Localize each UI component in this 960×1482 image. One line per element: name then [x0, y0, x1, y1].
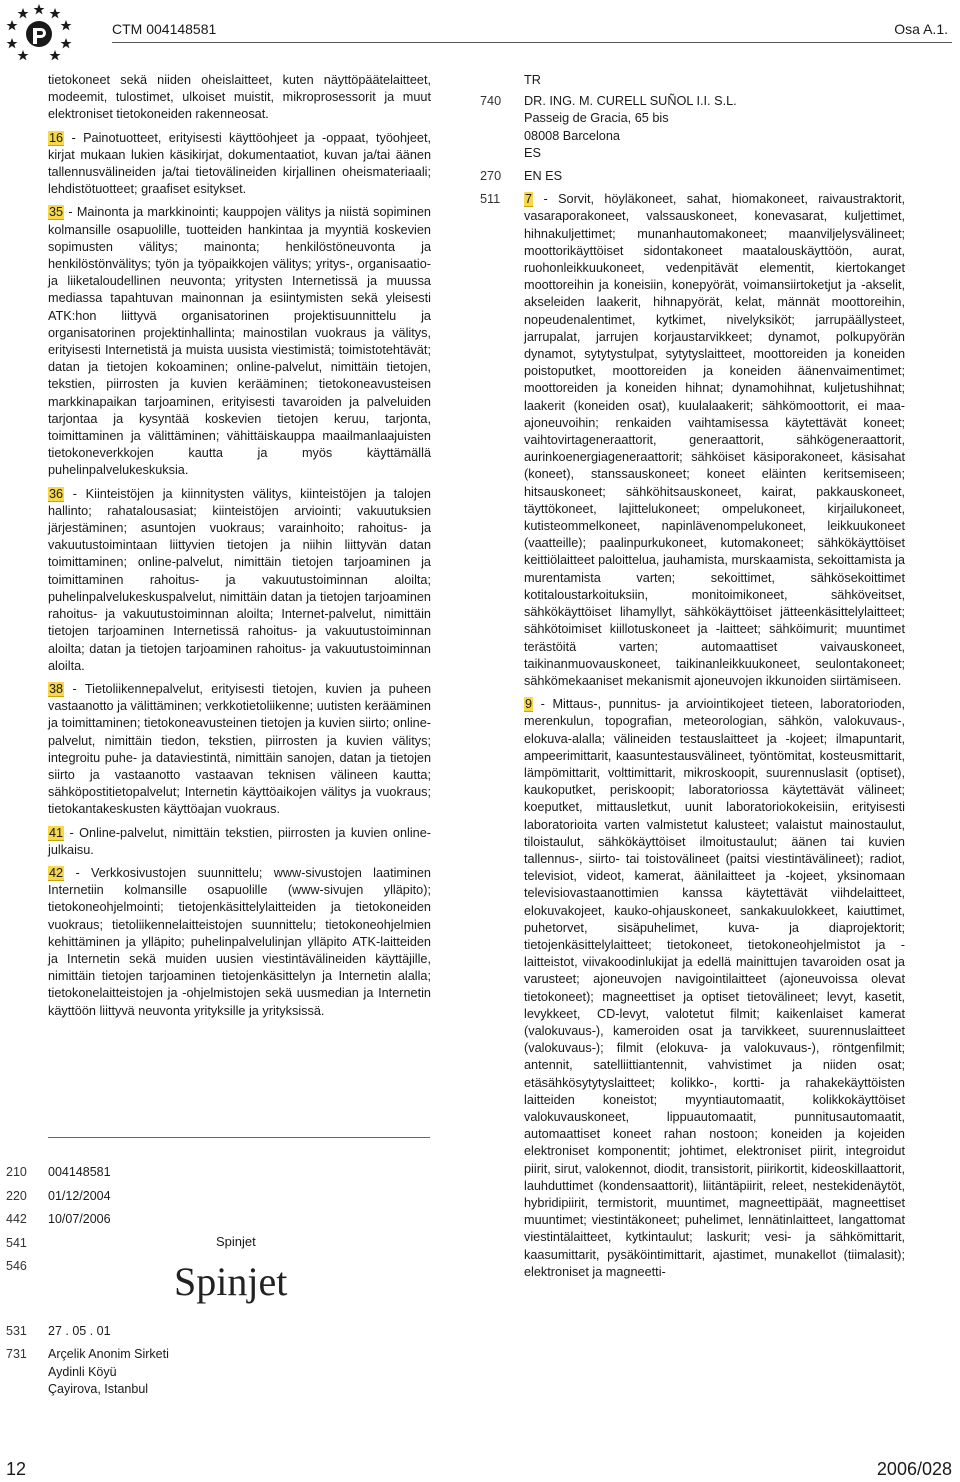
applicant-name: Arçelik Anonim Sirketi — [48, 1347, 169, 1361]
language-of-filing — [480, 72, 905, 89]
representative-address-line: Passeig de Gracia, 65 bis — [524, 111, 669, 126]
class-entry — [524, 191, 905, 690]
field-code: 731 — [6, 1347, 27, 1361]
second-languages-row — [480, 168, 905, 185]
class-description: - Kiinteistöjen ja kiinnitysten välitys, kiinteistöjen ja talojen hallinto; rahatalousasiat; kiinteistöjen arviointi; vakuutuksien järjestäminen; asuntojen vuokraus; varainhoito; rahoitus- ja vakuutustoimintaan liittyvien tietojen ja niihin liittyvän datan toimittaminen; online-palvelut, nimittäin tietojen tarjoaminen ja toimittaminen rahoitus- ja vakuutustoiminnan aloilta; puhelinpalvelukeskuspalvelut, nimittäin datan ja tietojen tarjoaminen rahoitus- ja vakuutustoiminnan aloilta; Internet-palvelut, nimittäin tietojen tarjoaminen Internetissä rahoitus- ja vakuutustoiminnan aloilta; datan ja tietojen tarjoaminen rahoitus- ja vakuutustoiminnan aloilta. — [48, 486, 431, 673]
representative-name: DR. ING. M. CURELL SUÑOL I.I. S.L. — [524, 94, 737, 109]
class-entry — [48, 486, 431, 675]
field-code: 546 — [6, 1259, 27, 1273]
representative-block — [480, 93, 905, 162]
class-number: 36 — [49, 486, 64, 501]
application-number: 004148581 — [48, 1165, 111, 1179]
bulletin-number: 2006/028 — [876, 1459, 952, 1479]
eu-emblem-logo — [4, 2, 74, 66]
meta-field-731 — [6, 1346, 169, 1396]
field-code: 270 — [480, 169, 502, 184]
class-entry — [48, 825, 431, 859]
right-details-column — [480, 72, 905, 1287]
word-mark-text: Spinjet — [216, 1234, 256, 1249]
representative-address-line: 08008 Barcelona — [524, 128, 620, 143]
field-code: 740 — [480, 94, 502, 109]
meta-field-210 — [6, 1164, 111, 1180]
class-description: - Mittaus-, punnitus- ja arviointikojeet tieteen, laboratorioden, merenkulun, topografian, meteorologian, sähkön, valokuvaus-, elokuva-alalla; välineiden testauslaitteet ja -kojeet; ilmapuntarit, ampeerimittarit, kaasuntestausvälineet, työntömitat, kosteusmittarit, lämpömittarit, volttimittarit, mikroskoopit, suurennuslasit (optiset), kaukoputket, periskoopit; laboratoriossa käytettävät välineet; koeputket, mittausletkut, uunit laboratoriokokeisiin, erityisesti laboratorioita varten valmistetut kalusteet; valaistut mainostaulut, tiloistaulut, sähkökäyttöiset ilmoitustaulut; äänen tai kuvien tallennus-, siirto- tai toistovälineet (paitsi viestintävälineet); radiot, televisiot, videot, kamerat, äänilaitteet ja -kojeet, yksinomaan televisiovastaanottimien kanssa käytettävät viihdelaitteet, elokuvakojeet, kauko-ohjauskoneet, sankakuulokkeet, kaiuttimet, puhetorvet, sisäpuhelimet, kuva- ja diaprojektorit; tietojenkäsittelylaitteet; tietokoneet, tietokoneohjelmistot ja -laitteistot, viivakoodinlukijat ja edellä mainittujen tavaroiden osat ja varusteet; ajoneuvojen navigointilaitteet (ajoneuvoissa olevat tietokoneet); magneettiset ja optiset tietovälineet; levyt, kasetit, levykkeet, CD-levyt, valotetut filmit; kaikenlaiset kamerat (valokuvaus-), kameroiden osat ja tarvikkeet, suurennuslaitteet (valokuvaus-); filmit (elokuva- ja valokuvaus-), röntgenfilmit; antennit, satelliittiantennit, vahvistimet ja niiden osat; etäsähkösytytyslaitteet; kolikko-, kortti- ja rahakekäyttöisten laitteiden koneistot; myyntiautomaatit, kolikkokäyttöiset valokuvauskoneet, lippuautomaatit, punnitusautomaatit, automaattiset koneet rahan nostoon; koneiden ja kojeiden elektroniset komponentit; johtimet, elektroniset piirit, integroidut piirit, sirut, valokennot, diodit, transistorit, piirikortit, kideoskillaattorit, lauhduttimet (kondensaattorit), liitäntäpiirit, releet, nestekidenäytöt, hybridipiirit, termistorit, muuntimet, magneettipäät, magneettiset muuntimet; viestintäkoneet; puhelimet, lennätinlaitteet, langattomat viestintälaitteet, kytkintaulut; laskurit; vesi- ja sähkömittarit, kaasumittarit, pysäköintimittarit, ajastimet, munakellot (tiimalasit); elektroniset ja magneetti- — [524, 697, 905, 1279]
class-entry — [48, 681, 431, 819]
goods-list-block — [480, 191, 905, 1281]
class-number: 38 — [49, 681, 64, 696]
field-code: 210 — [6, 1165, 27, 1179]
second-languages: EN ES — [524, 169, 563, 184]
field-code: 541 — [6, 1236, 27, 1250]
meta-field-220 — [6, 1188, 111, 1204]
publication-date: 10/07/2006 — [48, 1212, 111, 1226]
class-number: 42 — [49, 865, 64, 880]
continued-text: tietokoneet sekä niiden oheislaitteet, kuten näyttöpäätelaitteet, modeemit, tulostimet, ulkoiset muistit, mikroprosessorit ja muut elektroniset tietokoneiden rakenneosat. — [48, 73, 431, 122]
class-entry — [48, 204, 431, 479]
left-goods-services-column — [48, 72, 431, 1026]
class-number: 7 — [525, 192, 533, 207]
field-code: 531 — [6, 1324, 27, 1338]
section-reference: Osa A.1. — [894, 21, 948, 37]
field-code: 511 — [480, 192, 501, 207]
class-description: - Online-palvelut, nimittäin tekstien, piirrosten ja kuvien online-julkaisu. — [48, 825, 431, 857]
meta-field-541 — [6, 1235, 48, 1251]
applicant-address-line: Çayirova, Istanbul — [48, 1382, 149, 1396]
meta-field-546 — [6, 1258, 48, 1274]
class-description: - Sorvit, höyläkoneet, sahat, hiomakoneet, raivaustraktorit, vasaraporakoneet, valssauskoneet, konevasarat, kuljettimet, hihnakuljettimet; munanhautomakoneet; maanviljelysvälineet; moottorikäyttöiset sidontakoneet maatalouskäyttöön, aurat, ruohonleikkuukoneet, vedenpitävät elementit, kiertokanget moottoreihin ja koneisiin, konepyörät, voimansiirtoketjut ja -akselit, akseleiden laakerit, hihnapyörät, kelat, männät moottoreihin, nopeudenalentimet, kytkimet, nivelyksiköt; jarrupäällysteet, jarrupalat, jarrujen korjaustarvikkeet; dynamot, polkupyörän dynamot, sytytystulpat, sytytyslaitteet, moottoreiden ja koneiden poistoputket, moottoreiden ja koneiden äänenvaimentimet; moottoreiden ja koneiden hihnat; dynamohihnat, kuljetushihnat; laakerit (koneiden osat), kuulalaakerit; sähkömoottorit, ei maa-ajoneuvoihin; renkaiden vaihtamisessa käytettävät koneet; vaihtovirtageneraattorit, generaattorit, sähkögeneraattorit, aurinkoenergiageneraattorit; sähköiset käsiporakoneet, käsisahat (koneet), stanssauskoneet; koneet eläinten keritsemiseen; hitsauskoneet; sähköhitsauskoneet, kairat, pakkauskoneet, täyttökoneet, lajittelukoneet; ompelukoneet, kirjailukoneet, kutisteommelkoneet, napinlävenompelukoneet, leikkuukoneet (vaatteille); paalinpurkukoneet, kutomakoneet; sähkökäyttöiset keittiölaitteet paloittelua, jauhamista, murskaamista, sekoittamista ja murentamista varten; sekoittimet, sähkösekoittimet kotitaloustarkoituksiin, monitoimikoneet, sähköveitset, sähkökäyttöiset lihamyllyt, sähkökäyttöiset jätteenkäsittelylaitteet; sähkötoimiset kiillotuskoneet ja -laitteet; sähköimurit; muuntimet terästöitä varten; automaattiset vaivauskoneet, taikinanmuovauskoneet, taikinanleikkuukoneet, seulontakoneet; sähkömekaaniset mekanismit ajoneuvojen ikkunoiden siirtämiseen. — [524, 192, 905, 688]
representative-country: ES — [524, 145, 541, 160]
field-code: 442 — [6, 1212, 27, 1226]
class-number: 16 — [49, 130, 64, 145]
class-description: - Tietoliikennepalvelut, erityisesti tietojen, kuvien ja puheen vastaanotto ja välittäminen; verkkotietoliikenne; uutisten kerääminen ja toimittaminen; tietokoneavusteinen tietojen ja kuvien siirto; online-palvelut, nimittäin tiedon, tekstien, piirrosten ja kuvien välitys; integroitu puhe- ja dataviestintä, nimittäin sanojen, datan ja tietojen siirto ja vastaanotto vastaavan teknisen välineen kautta; sähköpostitietopalvelut; Internetin käyttöaikojen välitys ja vuokraus; tietokantakeskusten käyttöajan vuokraus. — [48, 681, 431, 817]
meta-field-531 — [6, 1323, 111, 1339]
header-divider — [112, 42, 952, 43]
class-description: - Verkkosivustojen suunnittelu; www-sivustojen laatiminen Internetiin kolmansille osapuolille (www-sivujen ylläpito); tietokoneohjelmointi; tietojenkäsittelylaitteiden ja tietokoneiden vuokraus; tietoliikennelaitteistojen suunnittelu; tietokoneohjelmien kehittäminen ja ylläpito; puhelinpalvelulinjan ylläpito ATK-laitteiden ja Internetin sekä muiden uusien viestintävälineiden käyttäjille, nimittäin tietojen tarjoaminen tietojenkäsittelyn ja Internetin alalla; tietokonelaitteistojen ja -ohjelmistojen sekä uusmedian ja Internetin käyttöön liittyvä neuvonta yrityksille ja yrityksissä. — [48, 865, 431, 1018]
class-description: - Painotuotteet, erityisesti käyttöohjeet ja -oppaat, työohjeet, kirjat mukaan lukien käsikirjat, dokumentaatiot, kuvan ja/tai äänen tallennusvälineiden ja/tai tietovälineiden kirjallinen oheismateriaali; lehdistötuotteet; graafiset esitykset. — [48, 130, 431, 197]
class-entry — [524, 696, 905, 1281]
class-number: 9 — [525, 697, 533, 712]
meta-field-442 — [6, 1211, 111, 1227]
filing-language: TR — [524, 73, 541, 87]
class-number: 41 — [49, 825, 64, 840]
applicant-address-line: Aydinli Köyü — [48, 1364, 117, 1379]
class-entry — [48, 865, 431, 1020]
applicant-block — [48, 1346, 169, 1399]
class-description: - Mainonta ja markkinointi; kauppojen välitys ja niistä sopiminen kolmansille osapuolille, tuotteiden hankintaa ja myyntiä koskevien sopimusten välitys; mainonta; henkilöstöneuvonta ja henkilöstönvälitys; työn ja työpaikkojen välitys; yritys-, organisaatio- ja liiketaloudellinen neuvonta; yritysten Internetissä ja muussa mediassa tapahtuvan mainonnan ja esiintymisten sekä yleisesti ATK:hon liittyvä organisatorinen projektisuunnittelu ja organisatorinen projektinhallinta; mainostilan vuokraus ja välitys, erityisesti Internetistä ja muista uusista viestimistä; toimistotehtävät; datan ja tietojen kokoaminen; online-palvelut, nimittäin tietojen, tekstien, piirrosten ja kuvien kerääminen; tietokoneavusteisen markkinapaikan tarjoaminen, erityisesti tavaroiden ja palveluiden tarjontaa ja kysyntää koskevien tietojen keruu, tarjonta, toimittaminen ja välittäminen; vähittäiskauppa maailmanlaajuisten tietokoneverkkojen kautta ja myös käyttämällä puhelinpalvelukeskuksia. — [48, 205, 431, 478]
class-entry — [48, 130, 431, 199]
filing-date: 01/12/2004 — [48, 1189, 111, 1203]
document-header-title: CTM 004148581 — [112, 21, 217, 37]
class-number: 35 — [49, 205, 64, 220]
section-divider — [48, 1137, 430, 1138]
figurative-classification: 27 . 05 . 01 — [48, 1324, 111, 1338]
field-code: 220 — [6, 1189, 27, 1203]
page-number: 12 — [6, 1459, 27, 1479]
figurative-mark-image: Spinjet — [174, 1259, 288, 1304]
